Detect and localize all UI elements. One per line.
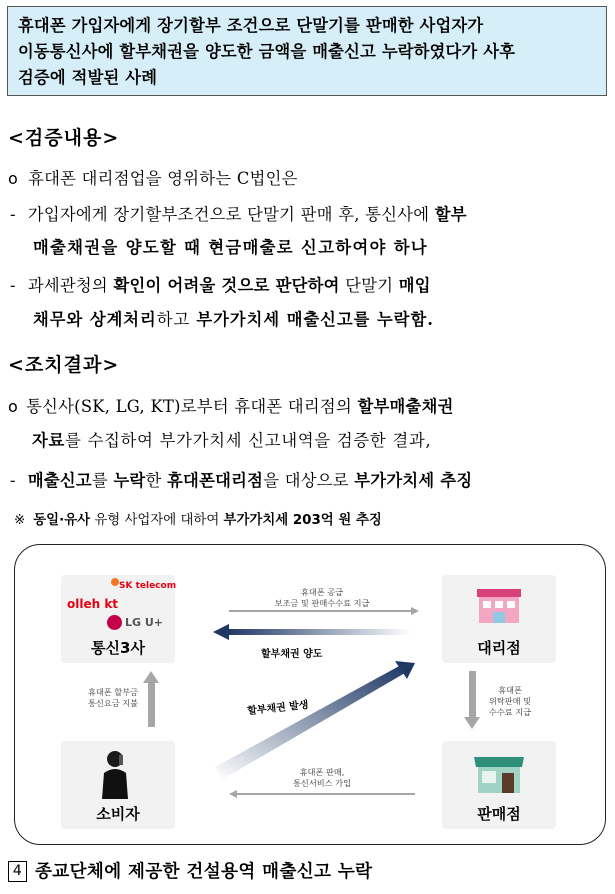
text-span: 과세관청의 (27, 276, 114, 295)
transfer-label: 할부채권 양도 (261, 649, 323, 660)
text-span-bold: 할부매출채권 (357, 397, 454, 416)
text-span: 통신사(SK, LG, KT)로부터 휴대폰 대리점의 (26, 397, 358, 416)
commission-label-line3: 수수료 지급 (488, 707, 532, 717)
text-span: 하고 (156, 310, 197, 329)
next-case-title: 종교단체에 제공한 건설용역 매출신고 누락 (35, 862, 373, 882)
text-span: 을 대상으로 (263, 471, 355, 490)
paragraph-2 (10, 201, 467, 225)
commission-arrow (464, 671, 480, 729)
pay-label (81, 687, 145, 709)
text-span-bold: 매입 (398, 276, 431, 295)
paragraph-2-cont: 매출채권을 양도할 때 현금매출로 신고하여야 하나 (33, 238, 429, 257)
sale-label-line2: 통신서비스 가입 (293, 778, 351, 788)
dash: - (10, 276, 16, 295)
case-number-box: 4 (8, 861, 27, 882)
sale-arrow (229, 790, 415, 798)
pay-label-line1: 휴대폰 할부금 (87, 687, 139, 697)
text-span: 를 (91, 471, 114, 490)
flow-diagram (14, 544, 606, 845)
text-span-bold: 부가가치세 매출신고를 누락함. (196, 310, 434, 329)
text-span-bold: 할부 (434, 205, 467, 224)
section-heading-result: <조치결과> (8, 354, 120, 376)
text-span-bold: 매출신고 (27, 471, 92, 490)
sk-telecom-logo: SK telecom (119, 581, 177, 591)
dash: - (10, 205, 16, 224)
paragraph-1 (8, 165, 298, 189)
paragraph-text: 휴대폰 대리점업을 영위하는 C법인은 (28, 169, 298, 188)
text-span-bold: 동일·유사 (33, 513, 91, 528)
bullet: o (8, 397, 19, 416)
text-span-bold: 자료 (32, 431, 66, 450)
kt-logo: olleh kt (67, 597, 119, 611)
text-span: 한 (145, 471, 168, 490)
text-span-bold: 채무와 상계처리 (33, 310, 157, 329)
summary-line-2: 이동통신사에 할부채권을 양도한 금액을 매출신고 누락하였다가 사후 (18, 42, 516, 61)
paragraph-3-cont (33, 306, 434, 330)
summary-line-1: 휴대폰 가입자에게 장기할부 조건으로 단말기를 판매한 사업자가 (18, 16, 484, 35)
pay-label-line2: 통신요금 지불 (87, 698, 139, 708)
pay-arrow (143, 671, 159, 727)
commission-label-line2: 위탁판매 및 (488, 696, 532, 706)
next-case-heading (8, 858, 372, 883)
paragraph-4-cont (32, 427, 431, 451)
transfer-arrow (213, 624, 411, 640)
bullet: o (8, 169, 19, 188)
text-span: 단말기 (339, 276, 399, 295)
shop-label: 판매점 (477, 805, 521, 823)
note-mark: ※ (14, 513, 26, 528)
telecom-label: 통신3사 (91, 639, 145, 657)
supply-label-line2: 보조금 및 판매수수료 지급 (274, 598, 370, 608)
paragraph-5 (10, 467, 472, 491)
sale-label (267, 767, 377, 789)
text-span: 를 수집하여 부가가치세 신고내역을 검증한 결과, (65, 431, 432, 450)
text-span-bold: 부가가치세 추징 (354, 471, 473, 490)
summary-line-3: 검증에 적발된 사례 (18, 68, 158, 87)
supply-label (267, 587, 377, 609)
text-span: 유형 사업자에 대하여 (90, 513, 224, 528)
issue-label: 할부채권 발생 (246, 699, 310, 718)
section-heading-review: <검증내용> (8, 127, 120, 149)
issue-arrow (215, 661, 415, 779)
text-span: 가입자에게 장기할부조건으로 단말기 판매 후, 통신사에 (27, 205, 435, 224)
commission-label (483, 685, 537, 718)
summary-box (7, 6, 607, 96)
text-span-bold: 휴대폰대리점 (167, 471, 264, 490)
paragraph-4 (8, 393, 454, 417)
text-span-bold: 확인이 어려울 것으로 판단하여 (113, 276, 340, 295)
dealer-label: 대리점 (477, 639, 521, 657)
consumer-label: 소비자 (96, 805, 140, 823)
dash: - (10, 471, 16, 490)
sale-label-line1: 휴대폰 판매, (299, 767, 345, 777)
lg-uplus-logo: LG U+ (125, 616, 164, 629)
text-span-bold: 부가가치세 203억 원 추징 (223, 513, 382, 528)
text-span-bold: 누락 (113, 471, 146, 490)
paragraph-3 (10, 272, 431, 296)
note-line (14, 509, 382, 528)
supply-label-line1: 휴대폰 공급 (300, 587, 344, 597)
commission-label-line1: 휴대폰 (498, 685, 522, 695)
